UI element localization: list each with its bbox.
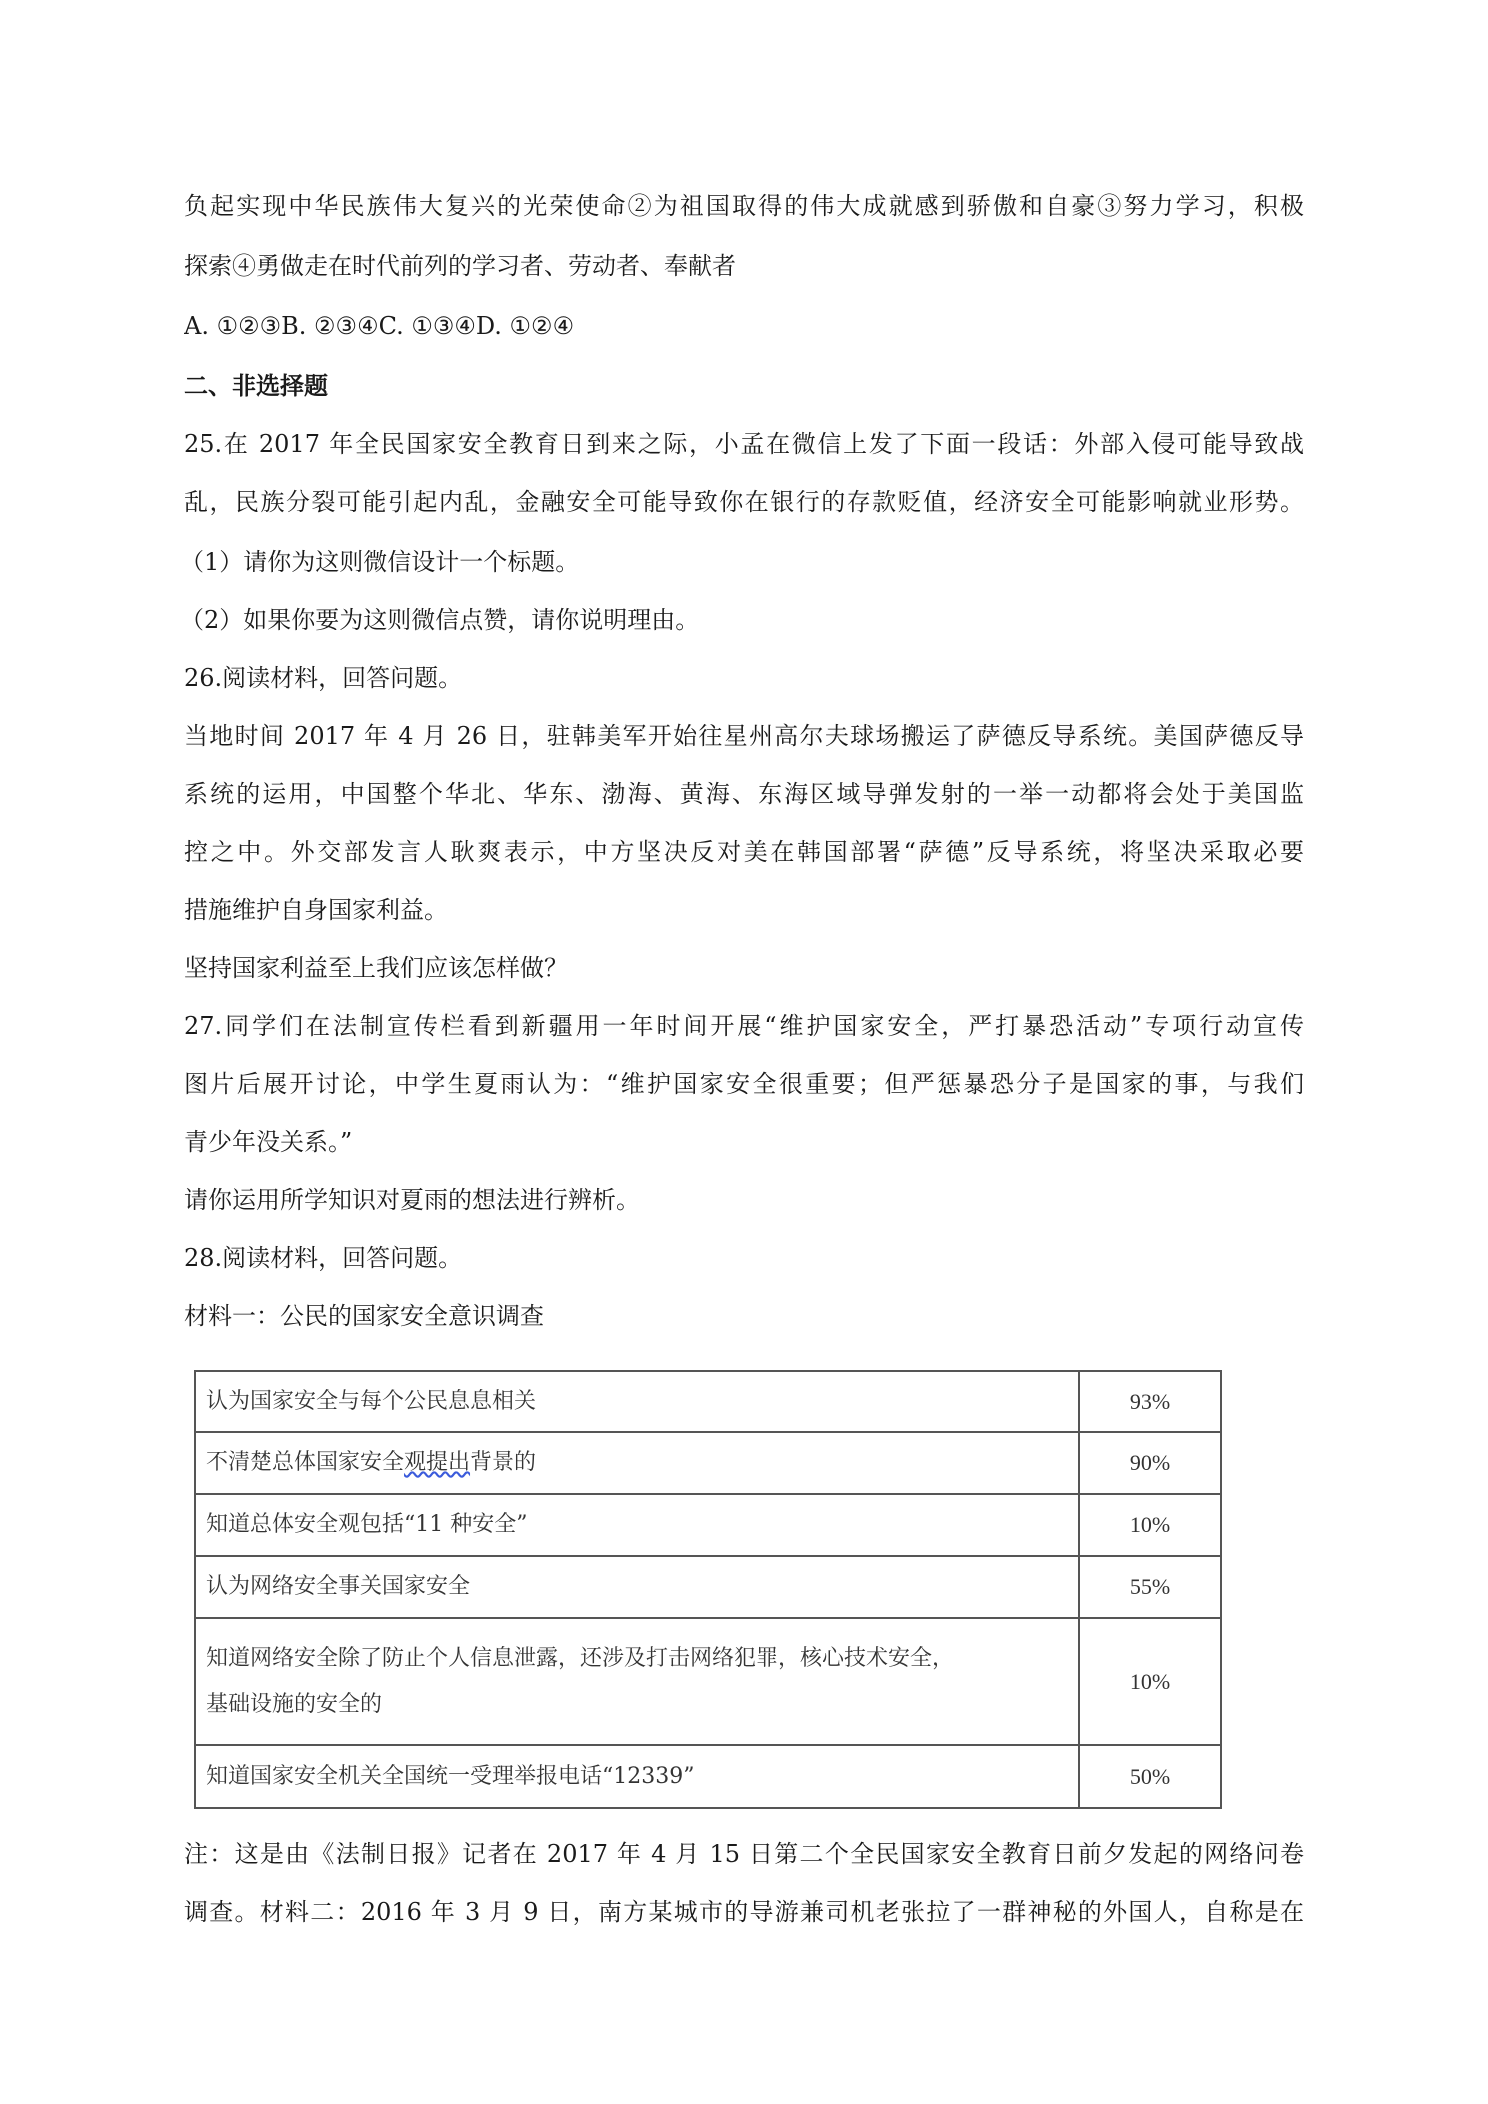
survey-percent: 10% bbox=[1079, 1618, 1221, 1745]
question-25: 25.在 2017 年全民国家安全教育日到来之际，小孟在微信上发了下面一段话：外部入侵可能导致战 bbox=[184, 430, 1304, 458]
table-row bbox=[195, 1556, 1221, 1618]
text-line: 系统的运用，中国整个华北、华东、渤海、黄海、东海区域导弹发射的一举一动都将会处于美国监 bbox=[184, 780, 1304, 808]
table-row bbox=[195, 1745, 1221, 1808]
survey-item-line: 知道网络安全除了防止个人信息泄露，还涉及打击网络犯罪，核心技术安全， bbox=[206, 1645, 955, 1671]
text-line: 控之中。外交部发言人耿爽表示，中方坚决反对美在韩国部署“萨德”反导系统，将坚决采取必要 bbox=[184, 838, 1304, 866]
material-one-title: 材料一：公民的国家安全意识调查 bbox=[184, 1302, 544, 1330]
table-row bbox=[195, 1432, 1221, 1494]
survey-percent: 90% bbox=[1079, 1432, 1221, 1494]
note-line: 注：这是由《法制日报》记者在 2017 年 4 月 15 日第二个全民国家安全教育日前夕发起的网络问卷 bbox=[184, 1840, 1304, 1868]
survey-item: 认为国家安全与每个公民息息相关 bbox=[195, 1371, 1079, 1432]
survey-item-text: 不清楚总体国家安全 bbox=[206, 1450, 405, 1475]
survey-item: 知道国家安全机关全国统一受理举报电话“12339” bbox=[195, 1745, 1079, 1808]
spellcheck-underline: 观提出 bbox=[404, 1450, 471, 1475]
survey-item bbox=[195, 1618, 1079, 1745]
text-line: 探索④勇做走在时代前列的学习者、劳动者、奉献者 bbox=[184, 252, 736, 280]
text-line: 图片后展开讨论，中学生夏雨认为：“维护国家安全很重要；但严惩暴恐分子是国家的事，与我们 bbox=[184, 1070, 1304, 1098]
survey-item bbox=[195, 1432, 1079, 1494]
text-line: 当地时间 2017 年 4 月 26 日，驻韩美军开始往星州高尔夫球场搬运了萨德反导系统。美国萨德反导 bbox=[184, 722, 1304, 750]
question-26: 26.阅读材料，回答问题。 bbox=[184, 664, 463, 692]
survey-item-text: 背景的 bbox=[470, 1450, 537, 1475]
text-line: 措施维护自身国家利益。 bbox=[184, 896, 448, 924]
survey-percent: 50% bbox=[1079, 1745, 1221, 1808]
survey-item: 认为网络安全事关国家安全 bbox=[195, 1556, 1079, 1618]
survey-item: 知道总体安全观包括“11 种安全” bbox=[195, 1494, 1079, 1556]
table-row bbox=[195, 1494, 1221, 1556]
sub-question: （2）如果你要为这则微信点赞，请你说明理由。 bbox=[180, 606, 700, 634]
text-line: 请你运用所学知识对夏雨的想法进行辨析。 bbox=[184, 1186, 640, 1214]
survey-table bbox=[194, 1370, 1222, 1809]
text-line: 负起实现中华民族伟大复兴的光荣使命②为祖国取得的伟大成就感到骄傲和自豪③努力学习，积极 bbox=[184, 192, 1304, 220]
text-line: 坚持国家利益至上我们应该怎样做？ bbox=[184, 954, 568, 982]
survey-percent: 93% bbox=[1079, 1371, 1221, 1432]
text-line: 青少年没关系。” bbox=[184, 1128, 353, 1156]
sub-question: （1）请你为这则微信设计一个标题。 bbox=[180, 548, 580, 576]
survey-item-line: 基础设施的安全的 bbox=[206, 1691, 383, 1717]
survey-percent: 10% bbox=[1079, 1494, 1221, 1556]
section-heading: 二、非选择题 bbox=[184, 372, 328, 400]
text-line: 乱，民族分裂可能引起内乱，金融安全可能导致你在银行的存款贬值，经济安全可能影响就业形势。 bbox=[184, 488, 1304, 516]
table-row bbox=[195, 1618, 1221, 1745]
question-27: 27.同学们在法制宣传栏看到新疆用一年时间开展“维护国家安全，严打暴恐活动”专项行动宣传 bbox=[184, 1012, 1304, 1040]
table-row bbox=[195, 1371, 1221, 1432]
survey-percent: 55% bbox=[1079, 1556, 1221, 1618]
answer-options: A. ①②③B. ②③④C. ①③④D. ①②④ bbox=[184, 312, 575, 340]
text-line: 调查。材料二：2016 年 3 月 9 日，南方某城市的导游兼司机老张拉了一群神秘的外国人，自称是在 bbox=[184, 1898, 1304, 1926]
question-28: 28.阅读材料，回答问题。 bbox=[184, 1244, 463, 1272]
